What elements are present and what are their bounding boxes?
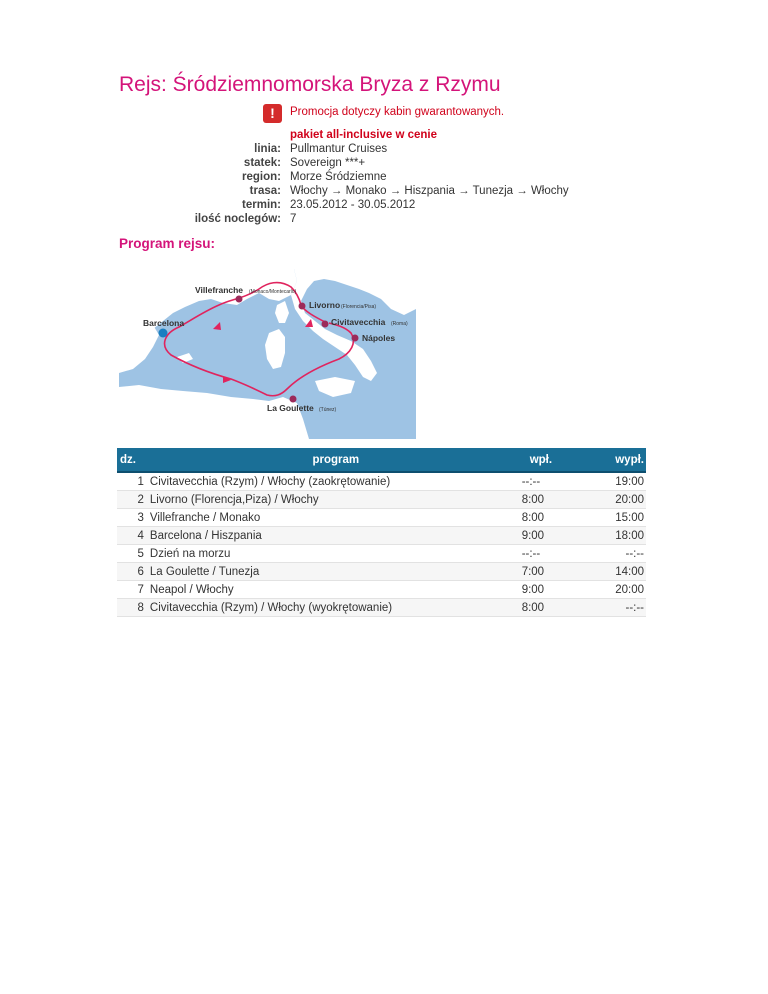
map-label-villefranche-sub: (Monaco/Montecarlo): [249, 289, 297, 295]
info-row-nights: [0, 213, 768, 227]
cell-day: 2: [117, 491, 150, 509]
map-label-napoles: Nápoles: [362, 333, 396, 343]
table-row: [117, 581, 646, 599]
port-marker-barcelona: [159, 329, 168, 338]
info-row-ship: [0, 157, 768, 171]
info-label: region:: [242, 171, 281, 183]
cell-departure: 20:00: [589, 581, 646, 599]
table-row: [117, 527, 646, 545]
port-marker-civitavecchia: [322, 321, 329, 328]
cell-arrival: 7:00: [522, 563, 590, 581]
package-note: pakiet all-inclusive w cenie: [290, 129, 438, 141]
exclamation-icon: !: [263, 104, 282, 123]
table-row: [117, 563, 646, 581]
map-label-livorno: Livorno: [309, 300, 341, 310]
cell-departure: 15:00: [589, 509, 646, 527]
cell-day: 6: [117, 563, 150, 581]
info-label: linia:: [254, 143, 281, 155]
cell-arrival: 8:00: [522, 509, 590, 527]
map-label-barcelona: Barcelona: [143, 318, 185, 328]
port-marker-livorno: [299, 303, 306, 310]
info-value: 7: [290, 213, 297, 225]
cell-program: Neapol / Włochy: [150, 581, 522, 599]
cell-program: Barcelona / Hiszpania: [150, 527, 522, 545]
table-row: [117, 545, 646, 563]
info-row-route: [0, 185, 768, 199]
cell-departure: 20:00: [589, 491, 646, 509]
port-marker-napoles: [352, 335, 359, 342]
cell-program: Villefranche / Monako: [150, 509, 522, 527]
port-marker-villefranche: [236, 296, 243, 303]
cell-day: 5: [117, 545, 150, 563]
cell-program: Dzień na morzu: [150, 545, 522, 563]
map-label-livorno-sub: (Florencia/Pisa): [341, 304, 377, 310]
info-label: termin:: [242, 199, 281, 211]
cell-day: 7: [117, 581, 150, 599]
info-value: Pullmantur Cruises: [290, 143, 388, 155]
cell-arrival: --:--: [522, 545, 590, 563]
map-label-goulette-sub: (Túnez): [319, 407, 337, 413]
header-arrival: wpł.: [522, 448, 590, 472]
cell-arrival: 8:00: [522, 491, 590, 509]
cell-arrival: 9:00: [522, 581, 590, 599]
map-label-civitavecchia: Civitavecchia: [331, 317, 386, 327]
cell-day: 1: [117, 472, 150, 491]
info-label: ilość noclegów:: [194, 213, 281, 225]
port-marker-goulette: [290, 396, 297, 403]
info-value: 23.05.2012 - 30.05.2012: [290, 199, 416, 211]
cell-program: Civitavecchia (Rzym) / Włochy (wyokrętowanie): [150, 599, 522, 617]
info-row-line: [0, 143, 768, 157]
cell-day: 4: [117, 527, 150, 545]
page-title: Rejs: Śródziemnomorska Bryza z Rzymu: [119, 73, 501, 96]
info-value: Włochy → Monako → Hiszpania → Tunezja → Włochy: [290, 185, 569, 197]
cell-program: Civitavecchia (Rzym) / Włochy (zaokrętowanie): [150, 472, 522, 491]
info-row-dates: [0, 199, 768, 213]
map-label-civitavecchia-sub: (Roma): [391, 321, 408, 327]
cell-program: La Goulette / Tunezja: [150, 563, 522, 581]
info-value: Morze Śródziemne: [290, 171, 387, 183]
cell-arrival: --:--: [522, 472, 590, 491]
table-row: [117, 472, 646, 491]
table-row: [117, 599, 646, 617]
cell-departure: 14:00: [589, 563, 646, 581]
map-label-goulette: La Goulette: [267, 403, 314, 413]
info-row-region: [0, 171, 768, 185]
program-heading: Program rejsu:: [119, 236, 216, 251]
cell-departure: 19:00: [589, 472, 646, 491]
table-header-row: [117, 448, 646, 472]
itinerary-table: [117, 448, 646, 617]
table-row: [117, 509, 646, 527]
header-program: program: [150, 448, 522, 472]
cell-departure: --:--: [589, 545, 646, 563]
map-label-villefranche: Villefranche: [195, 285, 244, 295]
info-label: statek:: [243, 157, 281, 169]
cell-program: Livorno (Florencja,Piza) / Włochy: [150, 491, 522, 509]
info-value: Sovereign ***+: [290, 157, 366, 169]
header-day: dz.: [117, 448, 150, 472]
cell-day: 3: [117, 509, 150, 527]
info-label: trasa:: [249, 185, 281, 197]
route-map: [119, 269, 416, 439]
cell-departure: --:--: [589, 599, 646, 617]
table-row: [117, 491, 646, 509]
cell-day: 8: [117, 599, 150, 617]
header-departure: wypł.: [589, 448, 646, 472]
promo-text: Promocja dotyczy kabin gwarantowanych.: [290, 106, 505, 118]
cell-arrival: 8:00: [522, 599, 590, 617]
cell-departure: 18:00: [589, 527, 646, 545]
cell-arrival: 9:00: [522, 527, 590, 545]
